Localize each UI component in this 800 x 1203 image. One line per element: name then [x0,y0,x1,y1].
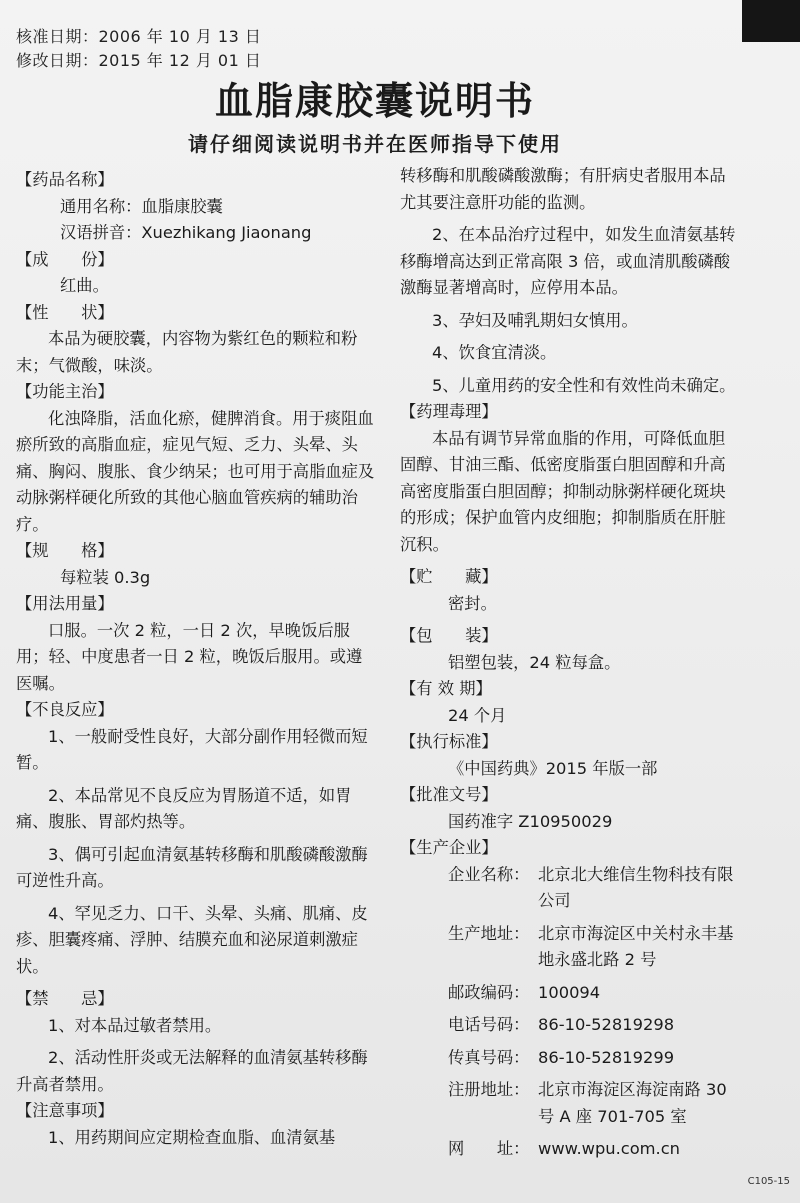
standard-text: 《中国药典》2015 年版一部 [448,758,658,778]
spec-text: 每粒装 0.3g [60,567,151,587]
manufacturer-value: 北京北大维信生物科技有限公司 [538,864,734,910]
precaution-item: 2、在本品治疗过程中，如发生血清氨基转移酶增高达到正常高限 3 倍，或血清肌酸磷酸激酶显著增高时，应停用本品。 [400,225,736,297]
revision-date: 修改日期：2015 年 12 月 01 日 [16,51,262,70]
manufacturer-value: 北京市海淀区中关村永丰基地永盛北路 2 号 [538,923,734,969]
manufacturer-row [400,1045,740,1072]
indications-text: 化浊降脂，活血化瘀，健脾消食。用于痰阻血瘀所致的高脂血症，症见气短、乏力、头晕、头痛、胸闷、腹胀、食少纳呆；也可用于高脂血症及动脉粥样硬化所致的其他心脑血管疾病的辅助治疗。 [16,408,375,534]
approval-number: 国药准字 Z10950029 [448,811,613,831]
manufacturer-key: 生产地址： [448,923,530,943]
manufacturer-value: 86-10-52819299 [538,1047,675,1067]
manufacturer-value: 北京市海淀区海淀南路 30 号 A 座 701-705 室 [538,1080,727,1126]
precaution-item: 1、用药期间应定期检查血脂、血清氨基 [48,1127,336,1147]
section-heading-manufacturer: 【生产企业】 [400,838,498,857]
left-column [16,167,378,1151]
section-heading-usage: 【用法用量】 [16,594,114,613]
approval-date: 核准日期：2006 年 10 月 13 日 [16,27,262,46]
manufacturer-key: 网 址： [448,1139,530,1158]
section-heading-spec: 【规 格】 [16,541,114,560]
manufacturer-row [400,1136,740,1163]
section-heading-pharmacology: 【药理毒理】 [400,402,498,421]
section-heading-indications: 【功能主治】 [16,382,114,401]
character-text: 本品为硬胶囊，内容物为紫红色的颗粒和粉末；气微酸，味淡。 [16,329,358,375]
print-code: C105-15 [747,1176,790,1187]
document-subtitle: 请仔细阅读说明书并在医师指导下使用 [188,132,562,156]
contra-item: 1、对本品过敏者禁用。 [48,1015,222,1035]
section-heading-validity: 【有 效 期】 [400,679,492,698]
ingredients-text: 红曲。 [60,276,109,295]
manufacturer-row [400,1077,740,1130]
manufacturer-value: 100094 [538,982,601,1002]
section-heading-contraindications: 【禁 忌】 [16,989,114,1008]
section-heading-approval: 【批准文号】 [400,785,498,804]
storage-text: 密封。 [448,593,497,613]
package-text: 铝塑包装，24 粒每盒。 [448,652,621,672]
pinyin-name: 汉语拼音：Xuezhikang Jiaonang [60,223,312,242]
section-heading-standard: 【执行标准】 [400,732,498,751]
document-title: 血脂康胶囊说明书 [214,79,535,123]
precaution-item: 5、儿童用药的安全性和有效性尚未确定。 [432,375,736,395]
manufacturer-row [400,862,740,915]
manufacturer-row [400,980,740,1007]
section-heading-ingredients: 【成 份】 [16,249,114,269]
generic-name: 通用名称：血脂康胶囊 [60,196,223,216]
section-heading-storage: 【贮 藏】 [400,567,498,586]
usage-text: 口服。一次 2 粒，一日 2 次，早晚饭后服用；轻、中度患者一日 2 粒，晚饭后服用。或遵医嘱。 [16,620,363,693]
manufacturer-value: 86-10-52819298 [538,1015,675,1034]
manufacturer-key: 传真号码： [448,1047,530,1067]
contra-item: 2、活动性肝炎或无法解释的血清氨基转移酶升高者禁用。 [16,1048,368,1094]
precaution-item: 3、孕妇及哺乳期妇女慎用。 [432,310,638,330]
manufacturer-row [400,1012,740,1039]
adverse-item: 4、罕见乏力、口干、头晕、头痛、肌痛、皮疹、胆囊疼痛、浮肿、结膜充血和泌尿道刺激症状。 [16,903,368,976]
adverse-item: 2、本品常见不良反应为胃肠道不适，如胃痛、腹胀、胃部灼热等。 [16,785,352,831]
adverse-item: 1、一般耐受性良好，大部分副作用轻微而短暂。 [16,726,368,772]
manufacturer-key: 企业名称： [448,864,530,884]
precaution-continued: 转移酶和肌酸磷酸激酶；有肝病史者服用本品尤其要注意肝功能的监测。 [400,166,726,212]
pharmacology-text: 本品有调节异常血脂的作用，可降低血胆固醇、甘油三酯、低密度脂蛋白胆固醇和升高高密度脂蛋白胆固醇；抑制动脉粥样硬化斑块的形成；保护血管内皮细胞；抑制脂质在肝脏沉积。 [400,428,726,554]
manufacturer-value: www.wpu.com.cn [538,1139,680,1158]
section-heading-precautions: 【注意事项】 [16,1101,114,1120]
manufacturer-key: 注册地址： [448,1080,530,1099]
manufacturer-key: 邮政编码： [448,982,530,1002]
scan-edge-shadow [742,0,800,42]
precaution-item: 4、饮食宜清淡。 [432,343,557,362]
manufacturer-row [400,921,740,974]
manufacturer-key: 电话号码： [448,1015,530,1034]
validity-text: 24 个月 [448,705,507,725]
adverse-item: 3、偶可引起血清氨基转移酶和肌酸磷酸激酶可逆性升高。 [16,844,368,890]
section-heading-package: 【包 装】 [400,626,498,645]
section-heading-adverse: 【不良反应】 [16,700,114,719]
section-heading-character: 【性 状】 [16,302,114,322]
section-heading-drug-name: 【药品名称】 [16,170,114,189]
right-column [400,163,740,1163]
